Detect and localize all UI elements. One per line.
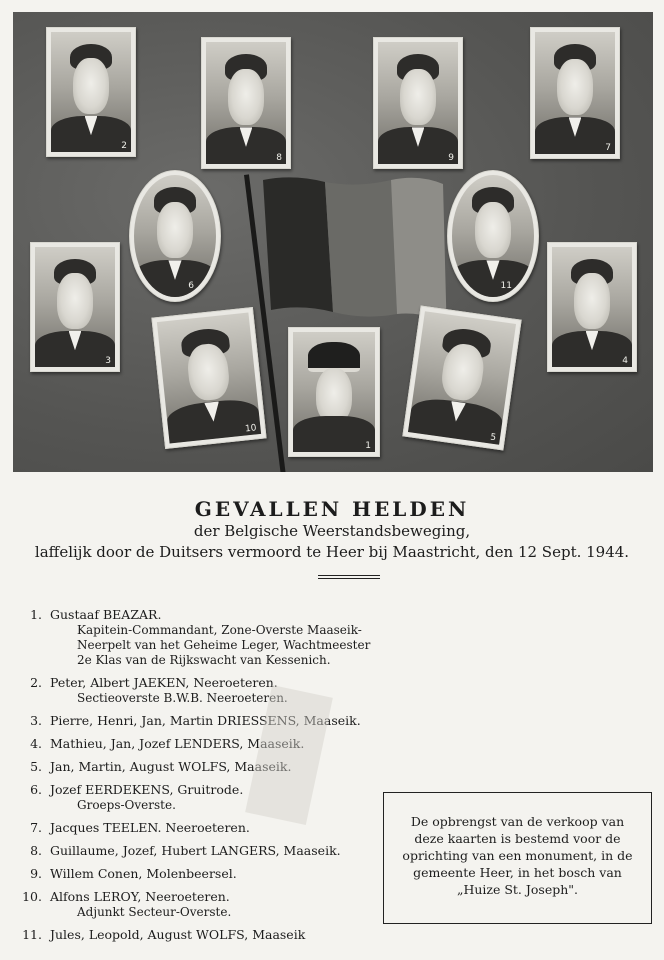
- portrait-number: 5: [489, 432, 497, 444]
- portrait-2: [46, 27, 136, 157]
- list-item: [20, 927, 390, 943]
- portrait-number: 10: [244, 423, 258, 435]
- list-item: [20, 782, 390, 813]
- subtitle-line-2: laffelijk door de Duitsers vermoord te Heer bij Maastricht, den 12 Sept. 1944.: [34, 543, 630, 561]
- list-item-number: 5.: [30, 759, 42, 774]
- portrait-number: 2: [121, 141, 127, 151]
- victim-detail: 2e Klas van de Rijkswacht van Kessenich.: [77, 653, 331, 667]
- victim-name: Guillaume, Jozef, Hubert LANGERS, Maaseik.: [50, 843, 341, 858]
- belgian-flag-icon: [253, 172, 449, 322]
- list-item: [20, 820, 390, 836]
- victim-name: Jules, Leopold, August WOLFS, Maaseik: [50, 927, 306, 942]
- victim-name: Gustaaf BEAZAR.: [50, 607, 162, 622]
- list-item: [20, 889, 390, 920]
- list-item-number: 6.: [30, 782, 42, 797]
- portrait-11: [447, 170, 539, 302]
- victim-name: Alfons LEROY, Neeroeteren.: [50, 889, 230, 904]
- victim-detail: Adjunkt Secteur-Overste.: [77, 905, 232, 919]
- subtitle-line-1: der Belgische Weerstandsbeweging,: [193, 522, 471, 540]
- portrait-9: [373, 37, 463, 169]
- portrait-8: [201, 37, 291, 169]
- victim-name: Jan, Martin, August WOLFS, Maaseik.: [50, 759, 292, 774]
- portrait-number: 1: [365, 441, 371, 451]
- portrait-number: 8: [276, 153, 282, 163]
- portrait-number: 11: [500, 281, 512, 291]
- page-title: GEVALLEN HELDEN: [194, 497, 470, 521]
- victim-name: Peter, Albert JAEKEN, Neeroeteren.: [50, 675, 278, 690]
- list-item-number: 7.: [30, 820, 42, 835]
- list-item: [20, 675, 390, 706]
- portrait-number: 4: [622, 356, 628, 366]
- portrait-4: [547, 242, 637, 372]
- list-item: [20, 843, 390, 859]
- list-item-number: 10.: [22, 889, 42, 904]
- photo-board: [13, 12, 653, 472]
- victim-name: Jozef EERDEKENS, Gruitrode.: [50, 782, 244, 797]
- victim-name: Mathieu, Jan, Jozef LENDERS, Maaseik.: [50, 736, 305, 751]
- list-item: [20, 736, 390, 752]
- list-item-number: 4.: [30, 736, 42, 751]
- list-item: [20, 866, 390, 882]
- portrait-number: 6: [188, 281, 194, 291]
- portrait-6: [129, 170, 221, 302]
- portrait-1: [288, 327, 380, 457]
- list-item: [20, 607, 390, 668]
- list-item-number: 11.: [22, 927, 42, 942]
- portrait-number: 9: [448, 153, 454, 163]
- victim-name: Willem Conen, Molenbeersel.: [50, 866, 237, 881]
- victim-detail: Sectieoverste B.W.B. Neeroeteren.: [77, 691, 288, 705]
- victim-name: Pierre, Henri, Jan, Martin DRIESSENS, Maaseik.: [50, 713, 361, 728]
- portrait-number: 3: [105, 356, 111, 366]
- list-item-number: 3.: [30, 713, 42, 728]
- divider: [318, 578, 380, 579]
- list-item-number: 8.: [30, 843, 42, 858]
- notice-box: [383, 792, 652, 924]
- victim-name: Jacques TEELEN. Neeroeteren.: [50, 820, 250, 835]
- victims-list: [20, 607, 390, 950]
- list-item: [20, 759, 390, 775]
- list-item: [20, 713, 390, 729]
- victim-detail: Groeps-Overste.: [77, 798, 176, 812]
- portrait-7: [530, 27, 620, 159]
- list-item-number: 9.: [30, 866, 42, 881]
- list-item-number: 1.: [30, 607, 42, 622]
- list-item-number: 2.: [30, 675, 42, 690]
- portrait-3: [30, 242, 120, 372]
- portrait-number: 7: [605, 143, 611, 153]
- victim-detail: Kapitein-Commandant, Zone-Overste Maaseik-: [77, 623, 362, 637]
- notice-text: De opbrengst van de verkoop van deze kaarten is bestemd voor de oprichting van een monument, in de gemeente Heer, in het bosch van „Huize St. Joseph".: [402, 814, 633, 897]
- title-block: [0, 497, 664, 563]
- divider: [318, 575, 380, 576]
- portrait-5: [402, 306, 521, 451]
- portrait-10: [151, 307, 266, 449]
- victim-detail: Neerpelt van het Geheime Leger, Wachtmeester: [77, 638, 371, 652]
